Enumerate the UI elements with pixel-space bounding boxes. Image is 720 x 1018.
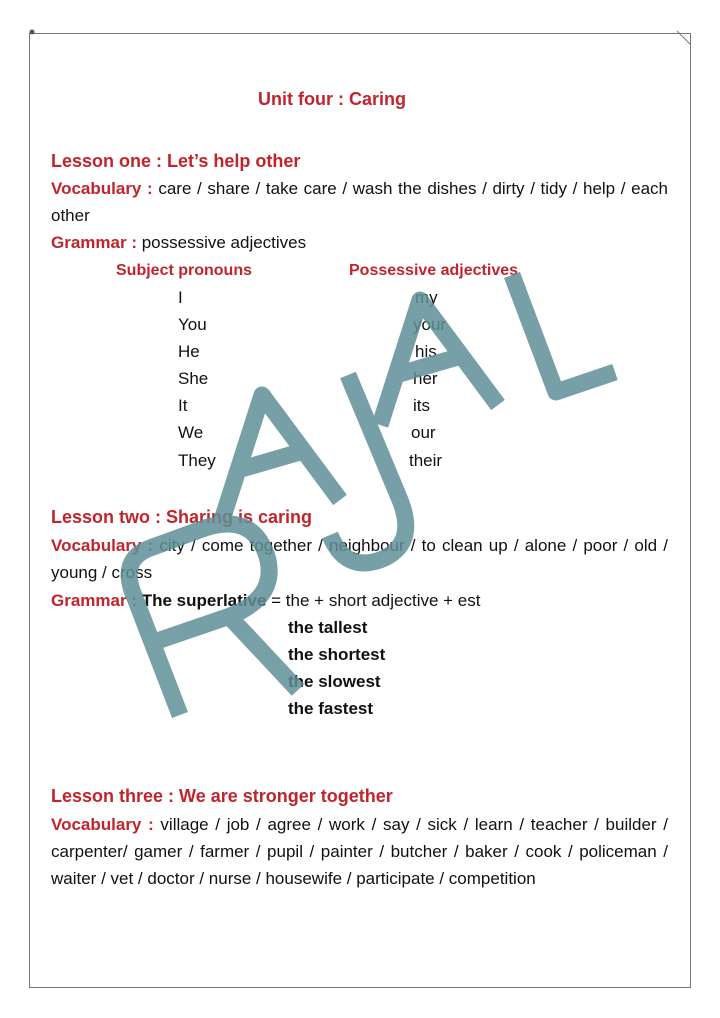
lesson-two-grammar xyxy=(51,591,480,611)
vocabulary-label: Vocabulary : xyxy=(51,179,153,198)
vocabulary-label: Vocabulary : xyxy=(51,536,154,555)
superlative-example: the tallest xyxy=(288,618,368,637)
superlative-label: The superlative xyxy=(141,591,267,610)
corner-mark-icon xyxy=(28,28,36,36)
superlative-example: the shortest xyxy=(288,645,386,664)
possessive-adjective: your xyxy=(413,315,447,334)
grammar-label: Grammar : xyxy=(51,233,137,252)
superlative-rule: = the + short adjective + est xyxy=(266,591,481,610)
possessive-adjective: her xyxy=(413,369,438,388)
possessive-adjective: their xyxy=(409,451,443,470)
possessive-adjective: our xyxy=(411,423,436,442)
lesson-three-vocabulary xyxy=(51,811,668,892)
lesson-two-title: Lesson two : Sharing is caring xyxy=(51,507,313,527)
lesson-one-vocabulary xyxy=(51,175,668,229)
superlative-example: the fastest xyxy=(288,699,374,718)
subject-pronoun: You xyxy=(178,315,207,334)
page-fold-icon xyxy=(676,30,692,46)
unit-title: Unit four : Caring xyxy=(258,89,406,109)
lesson-one-grammar xyxy=(51,233,306,253)
subject-pronouns-header: Subject pronouns xyxy=(116,262,252,279)
subject-pronoun: I xyxy=(178,288,183,307)
vocabulary-text: village / job / agree / work / say / sick / learn / teacher / builder / carpenter/ gamer / farmer / pupil / painter / butcher / baker / cook / policeman / waiter / vet / doctor / nurse / housewife / participate / competition xyxy=(51,815,668,888)
subject-pronoun: We xyxy=(178,423,204,442)
lesson-one-title: Lesson one : Let’s help other xyxy=(51,151,301,171)
possessive-adjective: its xyxy=(413,396,430,415)
possessive-adjective: my xyxy=(415,288,438,307)
grammar-label: Grammar : xyxy=(51,591,137,610)
lesson-two-vocabulary xyxy=(51,532,668,586)
subject-pronoun: He xyxy=(178,342,200,361)
subject-pronoun: She xyxy=(178,369,209,388)
possessive-adjective: his xyxy=(415,342,437,361)
subject-pronoun: It xyxy=(178,396,188,415)
vocabulary-text: city / come together / neighbour / to clean up / alone / poor / old / young / cross xyxy=(51,536,668,582)
vocabulary-text: care / share / take care / wash the dishes / dirty / tidy / help / each other xyxy=(51,179,668,225)
superlative-example: the slowest xyxy=(288,672,381,691)
lesson-three-title: Lesson three : We are stronger together xyxy=(51,786,393,806)
subject-pronoun: They xyxy=(178,451,216,470)
vocabulary-label: Vocabulary : xyxy=(51,815,154,834)
possessive-adjectives-header: Possessive adjectives xyxy=(349,262,519,279)
grammar-text: possessive adjectives xyxy=(141,233,307,252)
